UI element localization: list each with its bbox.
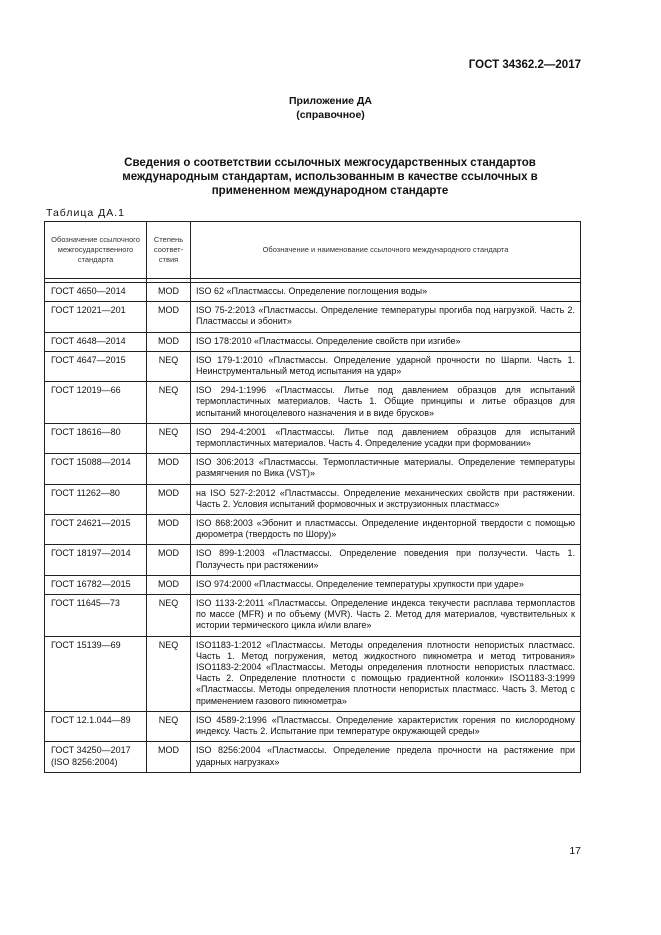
standard-id: ГОСТ 34362.2—2017	[468, 59, 581, 71]
row-degree: MOD	[147, 742, 191, 772]
row-description: ISO 306:2013 «Пластмассы. Термопластичные материалы. Определение температуры размягчения по Вика (VST)»	[191, 454, 581, 484]
row-description: ISO 899-1:2003 «Пластмассы. Определение поведения при ползучести. Часть 1. Ползучесть при растяжении»	[191, 545, 581, 575]
page-number: 17	[569, 845, 581, 857]
row-code: ГОСТ 12.1.044—89	[45, 711, 147, 741]
row-degree: NEQ	[147, 382, 191, 424]
appendix-title: Приложение ДА	[289, 95, 372, 107]
row-description: ISO 4589-2:1996 «Пластмассы. Определение характеристик горения по кислородному индексу. Часть 2. Испытание при температуре окружающей среды»	[191, 711, 581, 741]
row-degree: MOD	[147, 302, 191, 332]
appendix-subtitle: (справочное)	[296, 109, 365, 121]
row-degree: MOD	[147, 484, 191, 514]
table-row	[45, 636, 581, 711]
table-header-row	[45, 222, 581, 279]
row-description: ISO 178:2010 «Пластмассы. Определение свойств при изгибе»	[191, 332, 581, 351]
table-row	[45, 545, 581, 575]
row-description: ISO 1133-2:2011 «Пластмассы. Определение индекса текучести расплава термопластов по массе (MFR) и по объему (MVR). Часть 2. Метод для материалов, чувствительных к истории термического цикла и/или влаге»	[191, 595, 581, 637]
row-description: ISO 8256:2004 «Пластмассы. Определение предела прочности на растяжение при ударных нагрузках»	[191, 742, 581, 772]
table-row	[45, 283, 581, 302]
row-code: ГОСТ 4647—2015	[45, 351, 147, 381]
row-degree: MOD	[147, 454, 191, 484]
appendix-heading	[0, 94, 661, 122]
row-code: ГОСТ 12021—201	[45, 302, 147, 332]
row-code: ГОСТ 24621—2015	[45, 515, 147, 545]
header-degree: Степень соответ- ствия	[147, 222, 191, 279]
row-degree: NEQ	[147, 636, 191, 711]
row-code: ГОСТ 16782—2015	[45, 575, 147, 594]
row-description: ISO 179-1:2010 «Пластмассы. Определение ударной прочности по Шарпи. Часть 1. Неинструментальный метод испытания на удар»	[191, 351, 581, 381]
row-degree: MOD	[147, 545, 191, 575]
correspondence-table	[44, 221, 581, 773]
row-code: ГОСТ 12019—66	[45, 382, 147, 424]
table-row	[45, 711, 581, 741]
table-row	[45, 382, 581, 424]
row-code: ГОСТ 4650—2014	[45, 283, 147, 302]
row-code: ГОСТ 15139—69	[45, 636, 147, 711]
row-code: ГОСТ 11262—80	[45, 484, 147, 514]
row-code: ГОСТ 18616—80	[45, 423, 147, 453]
table-row	[45, 302, 581, 332]
row-degree: MOD	[147, 332, 191, 351]
table-row	[45, 575, 581, 594]
table-row	[45, 423, 581, 453]
row-description: ISO 75-2:2013 «Пластмассы. Определение температуры прогиба под нагрузкой. Часть 2. Пластмассы и эбонит»	[191, 302, 581, 332]
row-description: ISO 62 «Пластмассы. Определение поглощения воды»	[191, 283, 581, 302]
section-title: Сведения о соответствии ссылочных межгосударственных стандартов международным стандартам, использованным в качестве ссылочных в примененном международном стандарте	[122, 157, 538, 197]
row-description: ISO 294-1:1996 «Пластмассы. Литье под давлением образцов для испытаний термопластичных материалов. Часть 1. Общие принципы и литье образцов для испытаний многоцелевого назначения и в виде брусков»	[191, 382, 581, 424]
table-caption: Таблица ДА.1	[46, 207, 125, 219]
row-description: ISO 868:2003 «Эбонит и пластмассы. Определение инденторной твердости с помощью дюрометра (твердость по Шору)»	[191, 515, 581, 545]
header-description: Обозначение и наименование ссылочного международного стандарта	[191, 222, 581, 279]
table-row	[45, 742, 581, 772]
row-code: ГОСТ 4648—2014	[45, 332, 147, 351]
row-code: ГОСТ 34250—2017 (ISO 8256:2004)	[45, 742, 147, 772]
row-code: ГОСТ 18197—2014	[45, 545, 147, 575]
row-description: на ISO 527-2:2012 «Пластмассы. Определение механических свойств при растяжении. Часть 2. Условия испытаний формовочных и экструзионных пластмасс»	[191, 484, 581, 514]
table-row	[45, 484, 581, 514]
table-row	[45, 515, 581, 545]
row-code: ГОСТ 15088—2014	[45, 454, 147, 484]
row-degree: NEQ	[147, 351, 191, 381]
row-degree: MOD	[147, 283, 191, 302]
row-degree: NEQ	[147, 423, 191, 453]
header-code: Обозначение ссылочного межгосударственного стандарта	[45, 222, 147, 279]
table-row	[45, 595, 581, 637]
row-code: ГОСТ 11645—73	[45, 595, 147, 637]
row-degree: NEQ	[147, 595, 191, 637]
table-row	[45, 351, 581, 381]
row-degree: NEQ	[147, 711, 191, 741]
table-row	[45, 332, 581, 351]
row-degree: MOD	[147, 515, 191, 545]
table-row	[45, 454, 581, 484]
row-description: ISO 974:2000 «Пластмассы. Определение температуры хрупкости при ударе»	[191, 575, 581, 594]
row-degree: MOD	[147, 575, 191, 594]
row-description: ISO 294-4:2001 «Пластмассы. Литье под давлением образцов для испытаний термопластичных материалов. Часть 4. Определение усадки при формовании»	[191, 423, 581, 453]
row-description: ISO1183-1:2012 «Пластмассы. Методы определения плотности непористых пластмасс. Часть 1. Метод погружения, метод жидкостного пикнометра и метод титрования» ISO1183-2:2004 «Пластмассы. Методы определения плотности непористых пластмасс. Часть 2. Определение плотности с помощью градиентной колонки» ISO1183-3:1999 «Пластмассы. Методы определения плотности непористых пластмасс. Часть 3. Метод с применением газового пикнометра»	[191, 636, 581, 711]
